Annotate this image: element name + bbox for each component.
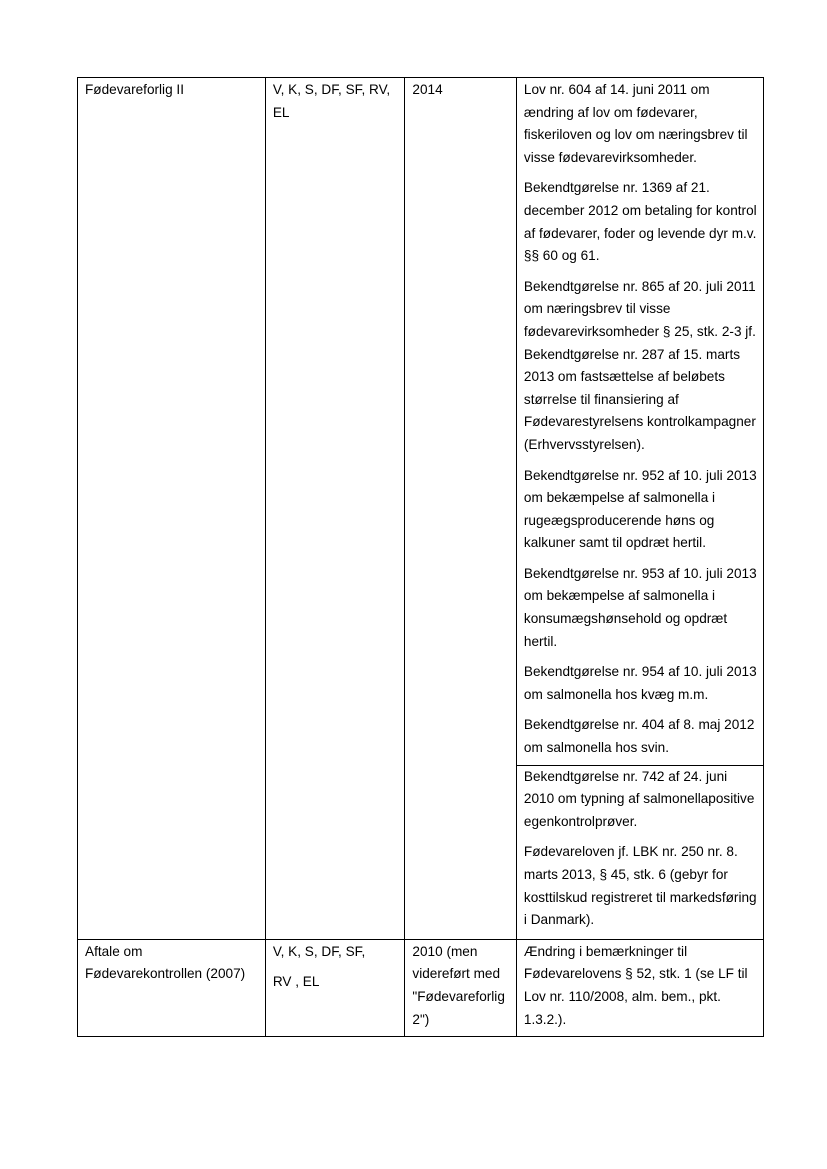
table-row — [78, 939, 764, 1036]
legislation-paragraph: Bekendtgørelse nr. 865 af 20. juli 2011 om næringsbrev til visse fødevarevirksomheder § 25, stk. 2-3 jf. Bekendtgørelse nr. 287 af 15. marts 2013 om fastsættelse af beløbets størrelse til finansiering af Fødevarestyrelsens kontrolkampagner (Erhvervsstyrelsen). — [523, 278, 756, 452]
year-cell — [405, 939, 516, 1036]
parties-cell — [265, 78, 405, 940]
legislation-table — [77, 77, 764, 1037]
legislation-paragraph: Bekendtgørelse nr. 952 af 10. juli 2013 om bekæmpelse af salmonella i rugeægsproducerende høns og kalkuner samt til opdræt hertil. — [523, 467, 757, 551]
agreement-cell — [78, 939, 266, 1036]
legislation-cell — [516, 939, 763, 1036]
legislation-paragraph: Bekendtgørelse nr. 742 af 24. juni 2010 om typning af salmonellapositive egenkontrolprøver. — [523, 768, 755, 829]
parties-text: V, K, S, DF, SF, — [272, 943, 366, 959]
legislation-paragraph: Ændring i bemærkninger til Fødevarelovens § 52, stk. 1 (se LF til Lov nr. 110/2008, alm. bem., pkt. 1.3.2.). — [523, 943, 748, 1027]
table-row — [78, 78, 764, 766]
legislation-cell — [516, 765, 763, 939]
parties-cell — [265, 939, 405, 1036]
agreement-name: Aftale om Fødevarekontrollen (2007) — [85, 943, 246, 982]
agreement-cell — [78, 78, 266, 940]
legislation-paragraph: Bekendtgørelse nr. 953 af 10. juli 2013 om bekæmpelse af salmonella i konsumægshønsehold og opdræt hertil. — [523, 565, 757, 649]
legislation-cell — [516, 78, 763, 766]
agreement-name: Fødevareforlig II — [85, 82, 184, 97]
legislation-paragraph: Fødevareloven jf. LBK nr. 250 nr. 8. marts 2013, § 45, stk. 6 (gebyr for kosttilskud registreret til markedsføring i Danmark). — [523, 844, 757, 928]
year-text: 2014 — [412, 82, 443, 97]
legislation-paragraph: Lov nr. 604 af 14. juni 2011 om ændring af lov om fødevarer, fiskeriloven og lov om næringsbrev til visse fødevarevirksomheder. — [523, 82, 748, 165]
legislation-paragraph: Bekendtgørelse nr. 954 af 10. juli 2013 om salmonella hos kvæg m.m. — [523, 664, 757, 702]
legislation-paragraph: Bekendtgørelse nr. 1369 af 21. december 2012 om betaling for kontrol af fødevarer, foder og levende dyr m.v. §§ 60 og 61. — [523, 180, 757, 264]
year-text: 2010 (men videreført med "Fødevareforlig 2") — [412, 943, 505, 1027]
parties-text: RV , EL — [272, 974, 320, 990]
legislation-paragraph: Bekendtgørelse nr. 404 af 8. maj 2012 om salmonella hos svin. — [523, 717, 755, 756]
parties-text: V, K, S, DF, SF, RV, EL — [272, 82, 391, 120]
year-cell — [405, 78, 516, 940]
